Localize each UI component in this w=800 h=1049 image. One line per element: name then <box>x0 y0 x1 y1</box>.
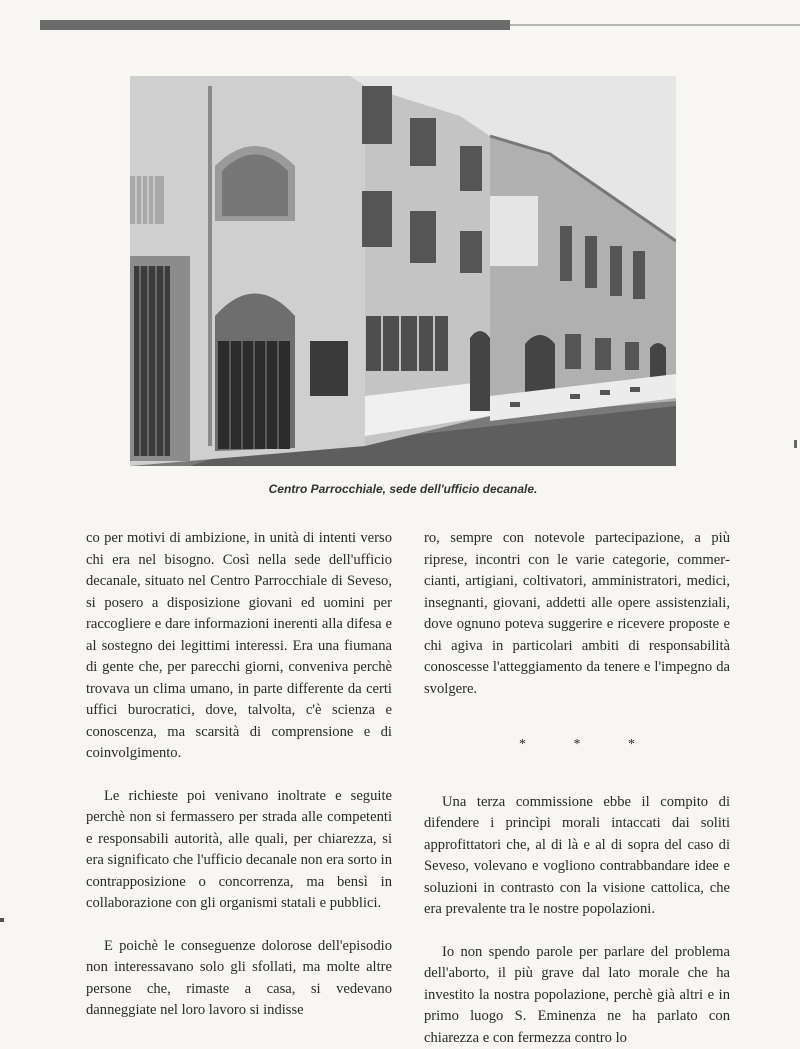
scan-mark <box>794 440 797 448</box>
building-photo-illustration <box>130 76 676 466</box>
paragraph: ro, sempre con notevole partecipazione, a più riprese, incontri con le varie categorie, commercianti, artigiani, coltivatori, amministratori, medici, insegnanti, giovani, addetti alle opere assistenziali, dove ognuno poteva suggerire e ricevere proposte e chi agiva in particolari ambiti di responsabilità conoscesse l'atteggiamento da tenere e l'impegno da svolgere. <box>424 528 730 700</box>
paragraph: Le richieste poi venivano inoltrate e seguite perchè non si fermassero per strada alle competenti e responsabili autorità, alle quali, per chiarezza, si era significato che l'ufficio decanale non era sorto in contrapposizione o concorrenza, ma bensì in collaborazione con gli organismi statali e pubblici. <box>86 786 392 915</box>
scan-mark <box>0 918 4 922</box>
section-separator: * * * <box>424 734 730 756</box>
text-column-left <box>86 528 392 1022</box>
paragraph: co per motivi di ambizione, in unità di intenti verso chi era nel bisogno. Così nella sede dell'ufficio decanale, situato nel Centro Parrocchiale di Seveso, si posero a disposizione giovani ed uomini per raccogliere e dare informazioni inerenti alla difesa e al sostegno dei legittimi interessi. Era una fiumana di gente che, per parecchi giorni, conveniva perchè trovava un clima umano, in parte differente da certi uffici burocratici, dove, talvolta, c'è scienza e conoscenza, ma scarsità di comprensione e di coinvolgimento. <box>86 528 392 765</box>
paragraph: E poichè le conseguenze dolorose dell'episodio non interessavano solo gli sfollati, ma molte altre persone che, rimaste a casa, si vedevano danneggiate nel loro lavoro si indisse <box>86 936 392 1022</box>
building-photo <box>130 76 676 466</box>
text-column-right <box>424 528 730 1049</box>
paragraph: Io non spendo parole per parlare del problema dell'aborto, il più grave dal lato morale che ha investito la nostra popolazione, perchè già altri e in primo luogo S. Eminenza ne ha parlato con chiarezza e con fermezza contro lo <box>424 942 730 1049</box>
header-rule-thin <box>510 24 800 26</box>
header-rule <box>40 20 510 30</box>
paragraph: Una terza commissione ebbe il compito di difendere i princìpi morali intaccati dai soliti approfittatori che, al di là e al di sopra del caso di Seveso, volevano e vogliono contrabbandare idee e soluzioni in contrasto con la visione cattolica, che era prevalente tra le nostre popolazioni. <box>424 792 730 921</box>
photo-caption: Centro Parrocchiale, sede dell'ufficio decanale. <box>130 482 676 496</box>
